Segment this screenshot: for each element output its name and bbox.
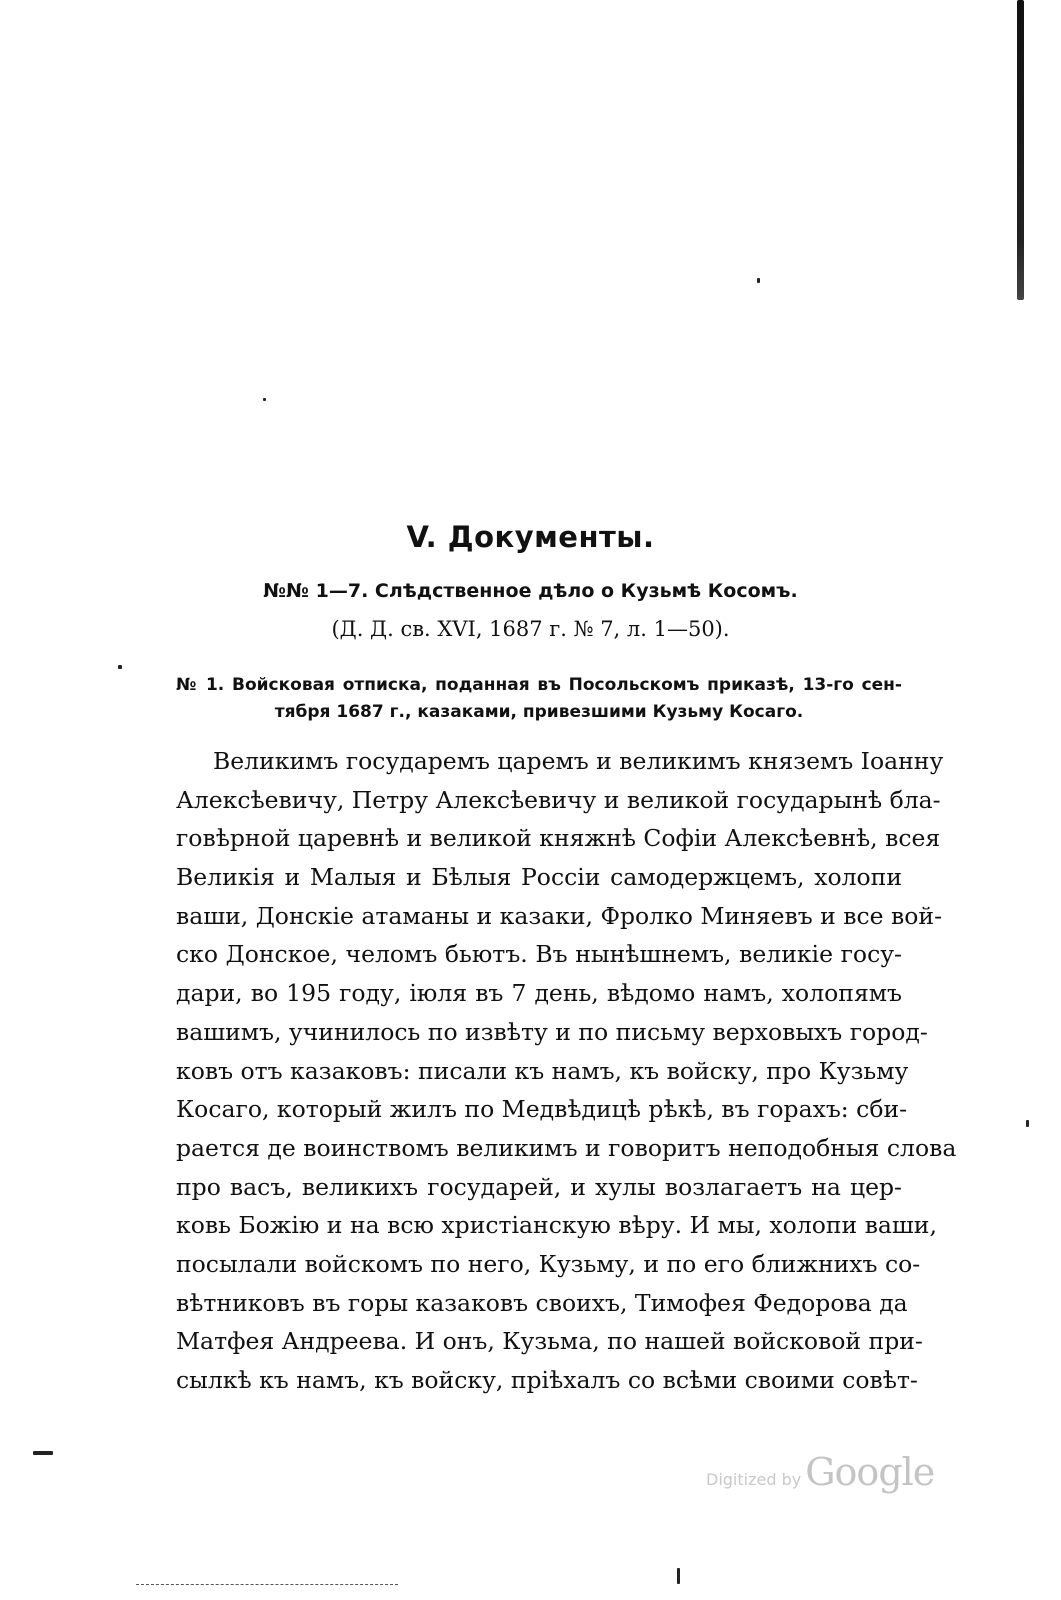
scan-speck [118, 665, 122, 669]
footer-rule [136, 1584, 398, 1585]
body-line: ковь Божію и на всю христіанскую вѣру. И мы, холопи ваши, [176, 1211, 937, 1240]
body-line: ско Донское, челомъ бьютъ. Въ нынѣшнемъ, великіе госу- [176, 940, 902, 969]
case-archive-reference: (Д. Д. св. XVI, 1687 г. № 7, л. 1—50). [331, 617, 730, 641]
document-title-line: тября 1687 г., казаками, привезшими Кузьму Косаго. [274, 702, 804, 722]
scan-edge-mark [1017, 0, 1024, 300]
case-subheading: №№ 1—7. Слѣдственное дѣло о Кузьмѣ Косомъ. [263, 580, 798, 602]
body-line: дари, во 195 году, іюля въ 7 день, вѣдомо намъ, холопямъ [176, 979, 902, 1008]
scan-speck [33, 1451, 53, 1455]
scan-speck [263, 398, 266, 401]
body-line: Матфея Андреева. И онъ, Кузьма, по нашей войсковой при- [176, 1327, 923, 1356]
document-title [176, 672, 902, 726]
scan-speck [1026, 1120, 1029, 1127]
body-line: Великимъ государемъ царемъ и великимъ княземъ Іоанну [213, 747, 944, 775]
body-line: вѣтниковъ въ горы казаковъ своихъ, Тимофея Федорова да [176, 1288, 908, 1317]
body-line: вашимъ, учинилось по извѣту и по письму верховыхъ город- [176, 1017, 928, 1046]
digitized-watermark [706, 1450, 934, 1494]
body-line: Алексѣевичу, Петру Алексѣевичу и великой государынѣ бла- [176, 785, 941, 814]
body-line: Косаго, который жилъ по Медвѣдицѣ рѣкѣ, въ горахъ: сби- [176, 1095, 908, 1124]
watermark-prefix: Digitized by [706, 1470, 802, 1489]
body-text [176, 742, 957, 1400]
body-line: рается де воинствомъ великимъ и говоритъ неподобныя слова [176, 1133, 957, 1162]
body-line: ваши, Донскіе атаманы и казаки, Фролко Миняевъ и все вой- [176, 901, 943, 930]
body-line: Великія и Малыя и Бѣлыя Россіи самодержцемъ, холопи [176, 863, 902, 892]
google-logo: Google [805, 1450, 935, 1494]
body-line: про васъ, великихъ государей, и хулы возлагаетъ на цер- [176, 1172, 902, 1201]
document-title-line: № 1. Войсковая отписка, поданная въ Посольскомъ приказѣ, 13-го сен- [176, 675, 902, 695]
section-heading: V. Документы. [406, 520, 655, 554]
body-line: ковъ отъ казаковъ: писали къ намъ, къ войску, про Кузьму [176, 1056, 909, 1085]
scan-speck [757, 278, 760, 283]
body-line: посылали войскомъ по него, Кузьму, и по его ближнихъ со- [176, 1249, 921, 1278]
body-line: сылкѣ къ намъ, къ войску, пріѣхалъ со всѣми своими совѣт- [176, 1366, 918, 1394]
scan-speck [677, 1568, 680, 1584]
body-line: говѣрной царевнѣ и великой княжнѣ Софіи Алексѣевнѣ, всея [176, 824, 941, 853]
